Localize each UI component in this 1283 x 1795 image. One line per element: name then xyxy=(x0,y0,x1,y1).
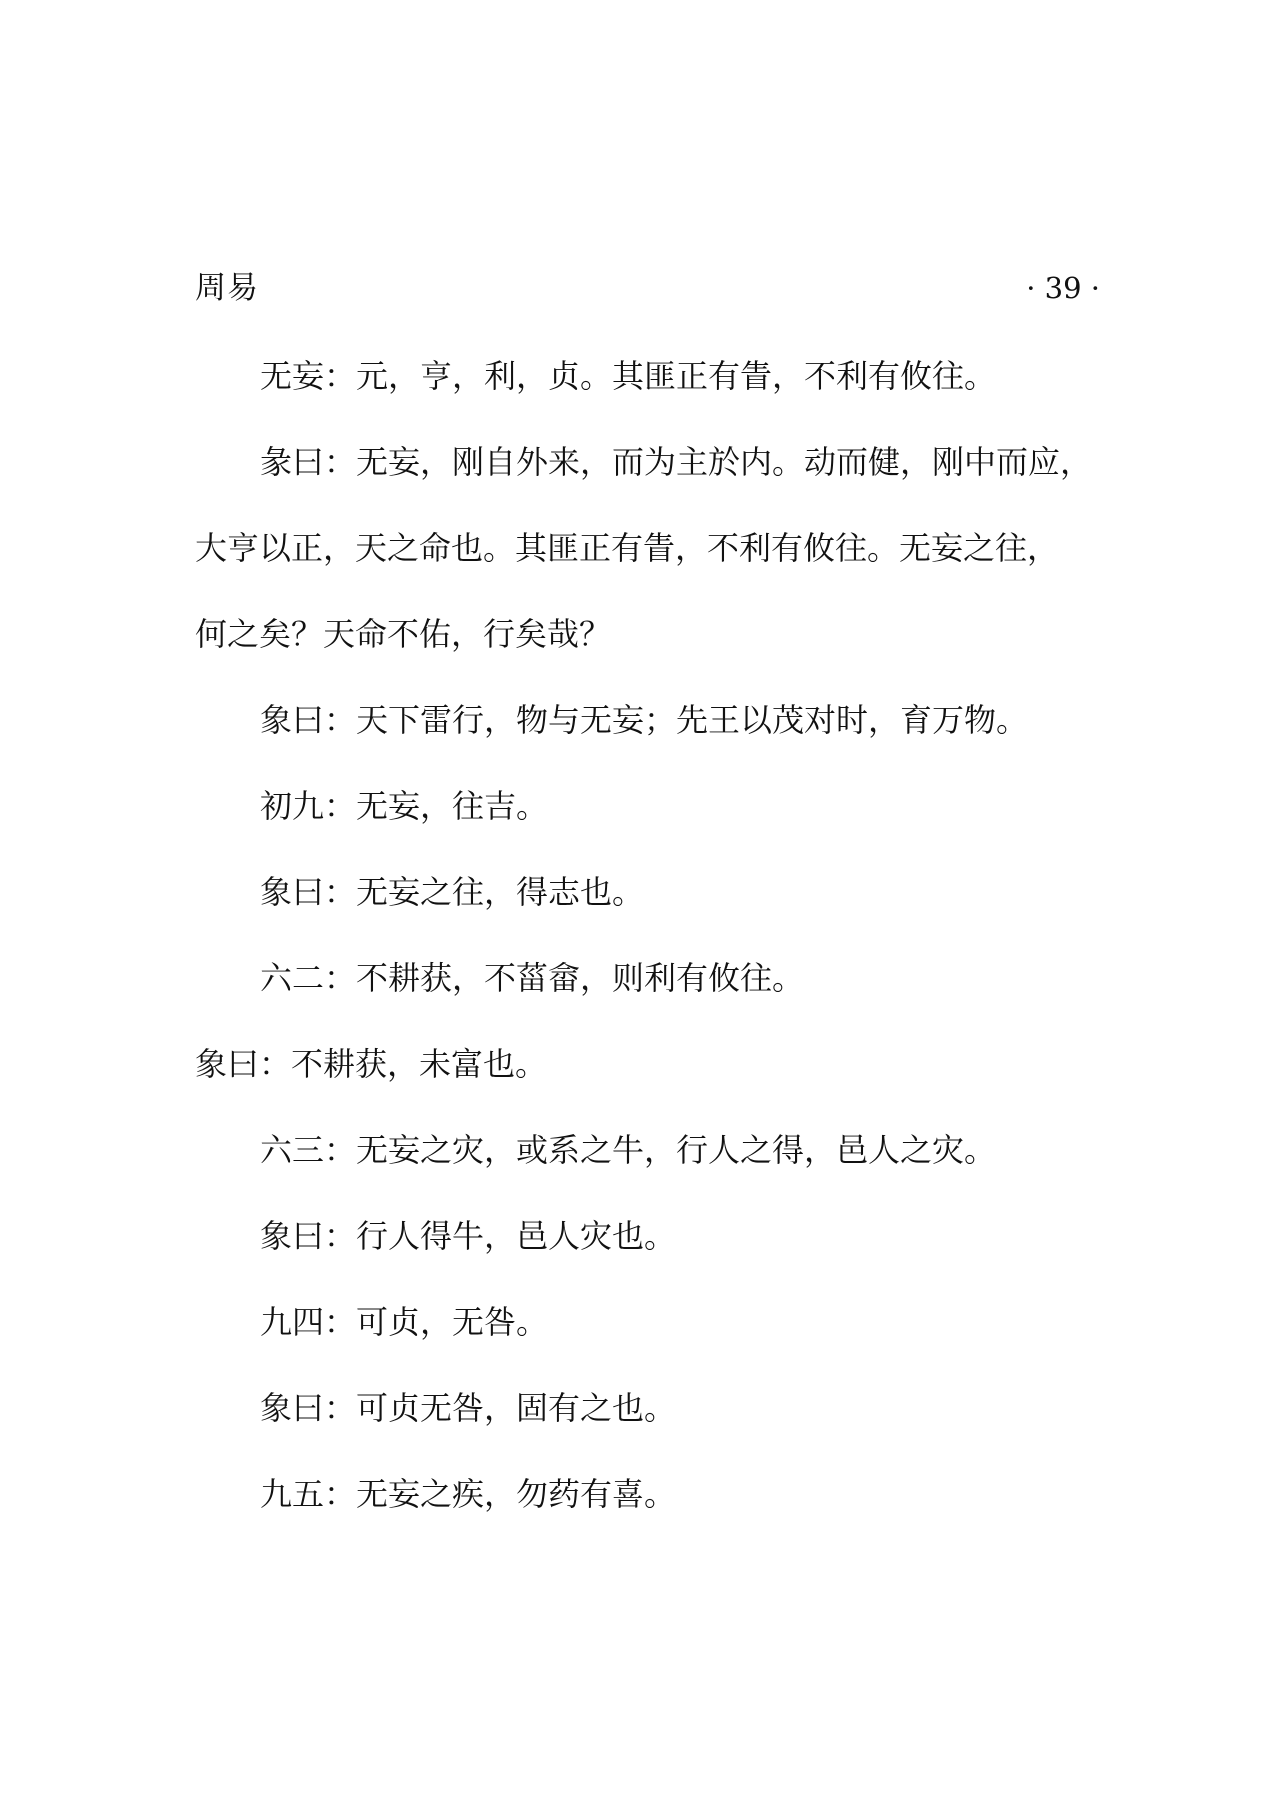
text-line: 彖曰：无妄，刚自外来，而为主於内。动而健，刚中而应， xyxy=(260,443,1093,481)
text-line: 何之矣？天命不佑，行矣哉？ xyxy=(195,615,612,653)
text-line: 象曰：天下雷行，物与无妄；先王以茂对时，育万物。 xyxy=(260,701,1029,739)
text-line: 初九：无妄，往吉。 xyxy=(260,787,549,825)
text-line: 九四：可贞，无咎。 xyxy=(260,1303,549,1341)
text-line: 象曰：无妄之往，得志也。 xyxy=(260,873,645,911)
text-line: 六二：不耕获，不菑畲，则利有攸往。 xyxy=(260,959,805,997)
page-number: · 39 · xyxy=(1026,271,1100,305)
text-line: 九五：无妄之疾，勿药有喜。 xyxy=(260,1475,677,1513)
text-line: 象曰：不耕获，未富也。 xyxy=(195,1045,548,1083)
body-text xyxy=(195,348,1100,1552)
text-line: 象曰：行人得牛，邑人灾也。 xyxy=(260,1217,677,1255)
text-line: 象曰：可贞无咎，固有之也。 xyxy=(260,1389,677,1427)
text-line: 大亨以正，天之命也。其匪正有眚，不利有攸往。无妄之往， xyxy=(195,529,1060,567)
book-title: 周易 xyxy=(195,270,259,306)
text-line: 六三：无妄之灾，或系之牛，行人之得，邑人之灾。 xyxy=(260,1131,997,1169)
text-line: 无妄：元，亨，利，贞。其匪正有眚，不利有攸往。 xyxy=(260,357,997,395)
page-header xyxy=(195,268,1100,308)
